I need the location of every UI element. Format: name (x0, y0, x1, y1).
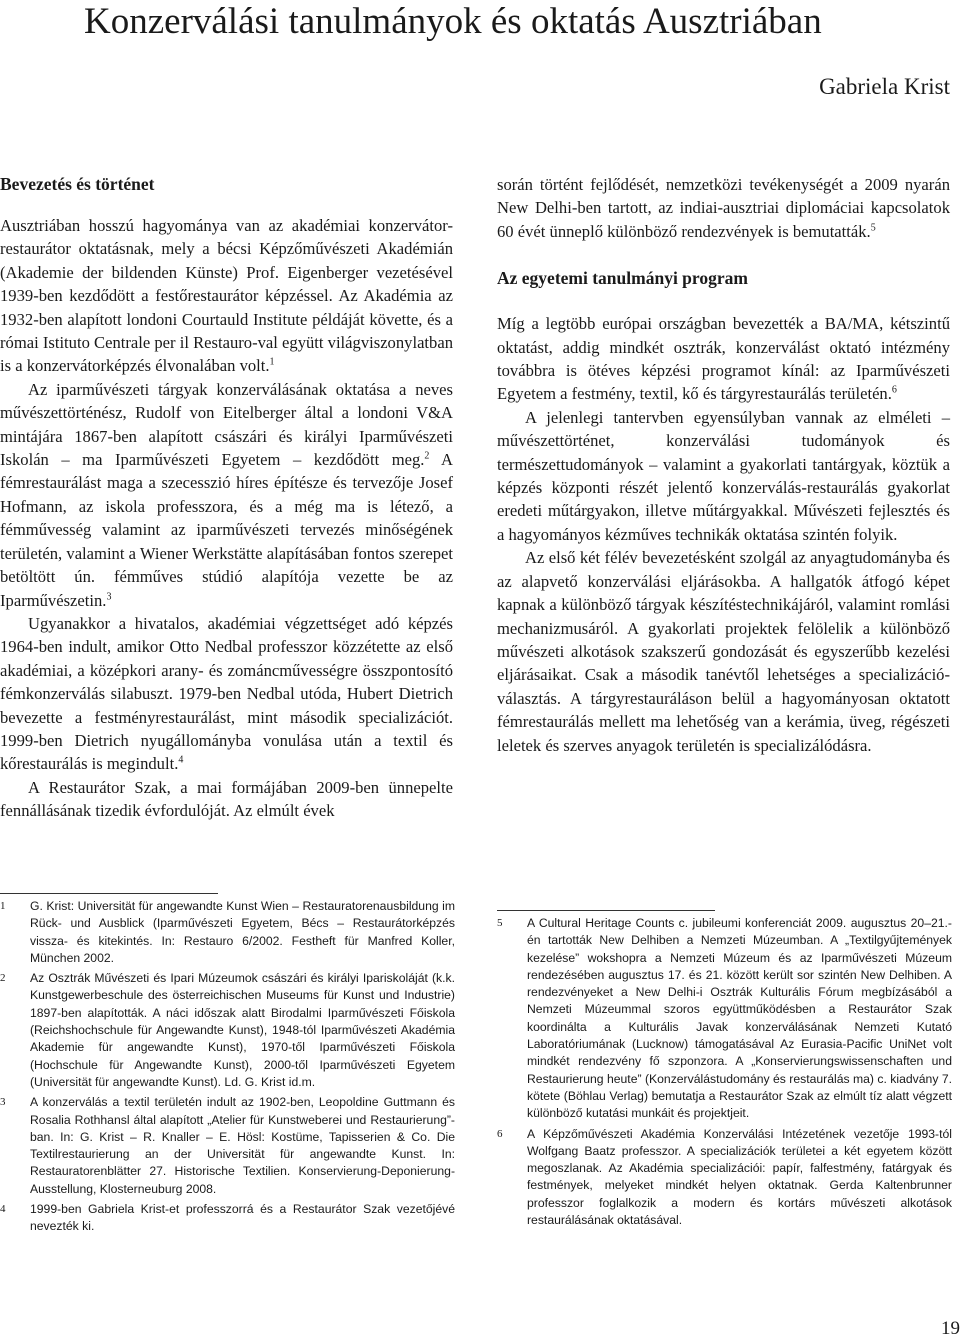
footnote-ref: 2 (424, 450, 430, 462)
footnote-ref: 5 (870, 222, 876, 234)
paragraph-text: Míg a legtöbb európai országban bevezették a BA/MA, kétszintű oktatást, addig mindkét osztrák, konzerválást oktató intézmény továbbra is ötéves képzési programot kínál: az Iparművészeti Egyetem a festmény, textil, kő és tárgyrestaurálás területén. (497, 314, 950, 404)
footnote-number: 1 (0, 900, 6, 912)
footnote-number: 5 (497, 917, 503, 929)
paragraph-program-2: A jelenlegi tantervben egyensúlyban vannak az elméleti – művészettörténet, konzerválási tudományok és természettudományok – valamint a gyakorlati tantárgyak, köztük a képzés központi részét jelentő konzerválás-restaurálás gyakorlat eredeti műtárgyakon, illetve műtárgyakkal. Művészeti fejlesztés és a hagyományos kézműves technikák oktatása szintén folyik. (497, 407, 950, 544)
footnote-divider (497, 910, 715, 911)
paragraph-text: során történt fejlődését, nemzetközi tevékenységét a 2009 nyarán New Delhi-ben tartott, az indiai-ausztriai diplomáciai kapcsolatok 60 évét ünneplő különböző rendezvények is bemutatták. (497, 175, 950, 241)
author-name: Gabriela Krist (819, 74, 950, 99)
paragraph-text: Ausztriában hosszú hagyománya van az akadémiai konzervátor-restaurátor oktatásnak, mely a bécsi Képzőművészeti Akadémián (Akademie der bildenden Künste) Prof. Eigenberger vezetésével 1939-ben kezdődött a festőrestaurátor képzéssel. Az Akadémia az 1932-ben alapított londoni Courtauld Institute példáját követte, és a római Istituto Centrale per il Restauro-val együtt világviszonylatban is a konzervátorképzés élvonalában volt. (0, 216, 453, 376)
footnote-item (0, 1201, 455, 1236)
footnote-item (0, 970, 455, 1091)
paragraph-text: Ugyanakkor a hivatalos, akadémiai végzettséget adó képzés 1964-ben indult, amikor Otto Nedbal professzor közzétette az első akadémiai, a középkori arany- és zománcművességre összpontosító fémkonzerválás silabuszt. 1979-ben Nedbal utóda, Hubert Dietrich bevezette a festményrestaurálást, mint második specializációt. 1999-ben Dietrich nyugállományba vonulása után a textil és kőrestaurálás is megindult. (0, 613, 453, 774)
footnote-number: 2 (0, 972, 6, 985)
section-heading-program: Az egyetemi tanulmányi program (497, 268, 748, 289)
footnotes-left (0, 898, 455, 1239)
footnote-ref: 4 (178, 754, 184, 766)
left-column (0, 173, 453, 823)
footnote-text: 1999-ben Gabriela Krist-et professzorrá és a Restaurátor Szak vezetőjévé nevezték ki. (30, 1202, 455, 1234)
paragraph-1 (0, 214, 453, 378)
footnote-number: 6 (497, 1127, 503, 1140)
footnote-text: Az Osztrák Művészeti és Ipari Múzeumok császári és királyi Ipariskoláját (k.k. Kunstgewerbeschule des österreichischen Museums für Kunst und Industrie) 1897-ben alapították. A náci időszak alatt Birodalmi Iparművészeti Főiskola (Reichshochschule für Angewandte Kunst), 1948-tól Iparművészeti Akadémia Akademie für angewandte Kunst), 1970-től Iparművészeti Főiskola (Hochschule für Angewandte Kunst), 2000-től Iparművészeti Egyetem (Universität für angewandte Kunst). Ld. G. Krist id.m. (30, 971, 455, 1089)
footnote-text: G. Krist: Universität für angewandte Kunst Wien – Restauratorenausbildung im Rück- und Ausblick (Iparművészeti Egyetem, Bécs – Restaurátorképzés vissza- és kitekintés. In: Restauro 6/2002. Festheft für Manfred Koller, München 2002. (30, 899, 455, 965)
paragraph-continued (497, 173, 950, 243)
footnote-ref: 3 (106, 590, 112, 602)
footnote-text: A Képzőművészeti Akadémia Konzerválási Intézetének vezetője 1993-tól Wolfgang Baatz professzor. A specializációk területei a két egyetem között megoszlanak. Az Akadémia specializációi: papír, falfestmény, fatárgyak és festmények, melyeket mindkét helyen oktatnak. Gerda Kaltenbrunner professzor foglalkozik a modern és kortárs művészeti alkotások restaurálásának oktatásával. (527, 1126, 952, 1228)
footnote-item (0, 898, 455, 967)
paragraph-4: A Restaurátor Szak, a mai formájában 2009-ben ünnepelte fennállásának tizedik évfordulóját. Az elmúlt évek (0, 777, 453, 821)
section-heading-intro: Bevezetés és történet (0, 174, 155, 194)
footnote-divider (0, 893, 218, 894)
footnote-item (0, 1094, 455, 1198)
footnote-item (497, 1126, 952, 1230)
footnote-text: A konzerválás a textil területén indult az 1902-ben, Leopoldine Guttmann és Rosalia Rothhansl által alapított „Atelier für Kunstweberei und Restaurierung”-ban. In: G. Krist – R. Knaller – E. Hösl: Kostüme, Tapisserien & Co. Die Textilrestaurierung an der Universität für angewandte Kunst. In: Restauratorenblätter 27. Historische Textilien. Konservierung-Deponierung-Ausstellung, Klosterneuburg 2008. (30, 1095, 455, 1196)
paragraph-text: A fémrestaurálást maga a szecesszió híres építésze és tervezője Josef Hofmann, az iskola professzora, és a még ma is létező, a fémművesség valamint az iparművészeti tervezés minőségének területén, valamint a Wiener Werkstätte alapításában fontos szerepet betöltött ún. fémműves stúdió alapítója vezette be az Iparművészetin. (0, 450, 454, 610)
right-column (497, 173, 950, 757)
footnote-ref: 6 (891, 384, 897, 396)
paragraph-3 (0, 612, 453, 776)
paragraph-program-3: Az első két félév bevezetésként szolgál az anyagtudományba és az alapvető konzerválási eljárásokba. A hallgatók átfogó képet kapnak a különböző tárgyak készítéstechnikájáról, valamint romlási mechanizmusáról. A gyakorlati projektek felölelik a különböző művészeti alkotások szakszerű gondozását és egyszerűbb kezelési eljárásaikat. Csak a második tanévtől lehetséges a specializáció-választás. A tárgyrestauráláson belül a hagyományosan oktatott fémrestaurálás mellett ma lehetőség van a kerámia, üveg, régészeti leletek és szerves anyagok területén is specializálódásra. (497, 548, 950, 755)
footnote-number: 3 (0, 1096, 6, 1109)
page-title: Konzerválási tanulmányok és oktatás Ausztriában (84, 1, 822, 42)
footnote-number: 4 (0, 1203, 6, 1216)
footnote-ref: 1 (269, 356, 275, 368)
paragraph-2 (0, 378, 453, 612)
footnotes-right (497, 915, 952, 1232)
footnote-text: A Cultural Heritage Counts c. jubileumi konferenciát 2009. augusztus 20–21.-én tartották New Delhiben a Nemzeti Múzeumban. A „Textilgyűjtemények kezelése” wokshopra a Nemzeti Múzeum és az Iparművészeti Múzeum rendezésében augusztus 17. és 21. között került sor szintén New Delhiben. A rendezvényeket a New Delhi-i Osztrák Kulturális Fórum megbízásából a Nemzeti Múzeummal szoros együttműködésben a Restaurátor Szak koordinálta a Kulturális Javak konzerválásának Nemzeti Kutató Laboratóriumának (Lucknow) támogatásával Az Eurasia-Pacific UniNet volt mindkét rendezvény fő szponzora. A „Konservierungswissenschaften und Restaurierung heute” (Konzerválástudomány és restaurálás ma) c. kiadvány 7. kötete (Böhlau Verlag) bemutatja a Restaurátor Szak az elmúlt tíz alatt végzett különböző kutatási munkáit és projektjeit. (527, 916, 952, 1121)
footnote-item (497, 915, 952, 1123)
paragraph-program-1 (497, 312, 950, 406)
paragraph-text: Az iparművészeti tárgyak konzerválásának oktatása a neves művészettörténész, Rudolf von Eitelberger által a londoni V&A mintájára 1867-ben alapított császári és királyi Iparművészeti Iskolán – ma Iparművészeti Egyetem – kezdődött meg. (0, 379, 453, 470)
page-number: 19 (941, 1318, 960, 1339)
